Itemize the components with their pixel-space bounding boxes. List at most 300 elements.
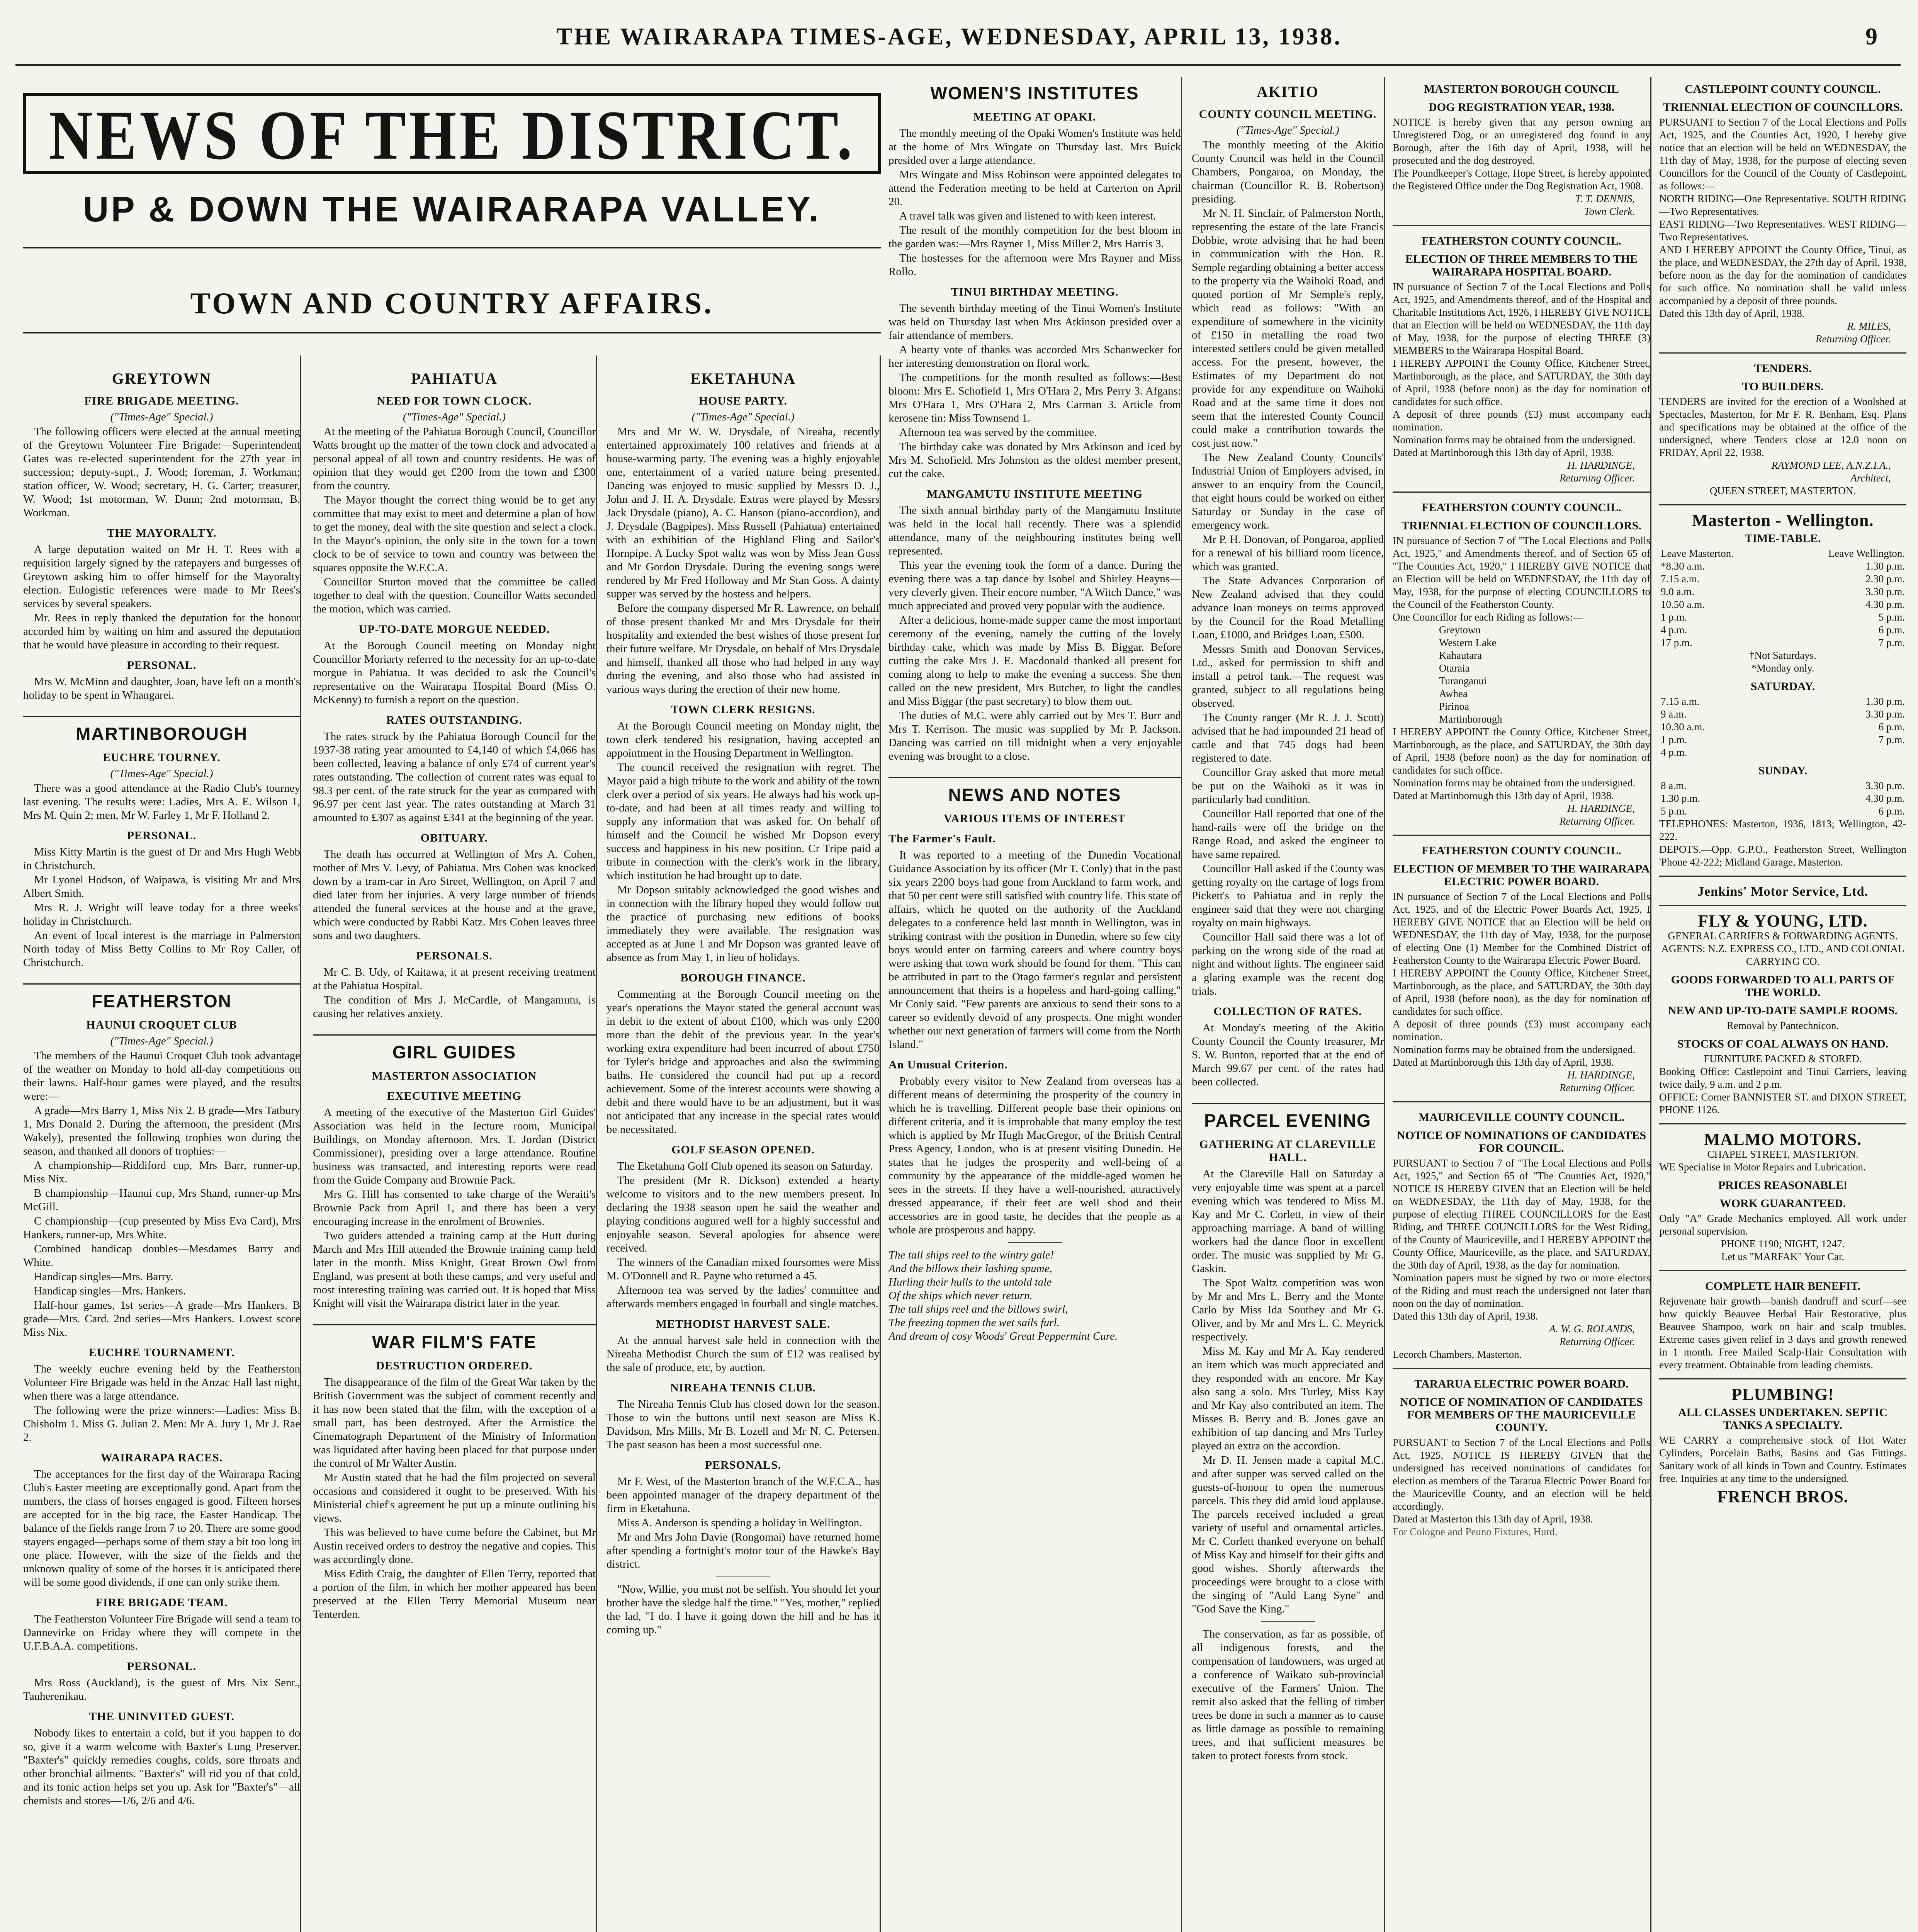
notice-text: NOTICE is hereby given that any person owning an Unregistered Dog, or an unregistered dog found in any Borough, after the 16th day of April, 1938, will be prosecuted and the dog destroyed. (1393, 116, 1650, 166)
poem-line: Hurling their hulls to the untold tale (888, 1276, 1052, 1288)
timetable-cell: 3.30 p.m. (1865, 586, 1905, 597)
ridings-list (1393, 624, 1650, 726)
article-text: Mr P. H. Donovan, of Pongaroa, applied for a renewal of his billiard room licence, which was granted. (1192, 533, 1384, 573)
article-text: Miss Kitty Martin is the guest of Dr and Mrs Hugh Webb in Christchurch. (23, 846, 300, 872)
article-text: The conservation, as far as possible, of all indigenous forests, and the compensation of landowners, was urged at a conference of Waikato sub-provincial executive of the Farmers' Union. The remit also asked that the felling of timber trees be done in such a manner as to cause as little damage as possible to remaining trees, and that sufficient measures be taken to protect forests from stock. (1192, 1628, 1384, 1762)
notice-text: PURSUANT to Section 7 of the Local Elections and Polls Act, 1925, NOTICE IS HEREBY GIVEN that the undersigned has received nominations of candidates for election as members of the Tararua Electric Power Board for the Mauriceville County, and an election will be held accordingly. (1393, 1437, 1650, 1512)
article-heading: TOWN CLERK RESIGNS. (671, 703, 815, 716)
notice-text: For Cologne and Peuno Fixtures, Hurd. (1393, 1526, 1558, 1537)
notice-heading: FEATHERSTON COUNTY COUNCIL. (1421, 501, 1622, 514)
notice-text: Dated this 13th day of April, 1938. (1659, 308, 1805, 319)
article-text: The winners of the Canadian mixed foursomes were Miss M. O'Donnell and R. Payne who returned a 45. (606, 1256, 880, 1282)
article-text: Messrs Smith and Donovan Services, Ltd., asked for permission to shift and install a petrol tank.—The request was granted, subject to all regulations being observed. (1192, 643, 1384, 709)
riding-item: Western Lake (1439, 637, 1497, 648)
article-text: The president (Mr R. Dickson) extended a hearty welcome to visitors and to the new members present. In declaring the 1938 season open he said the weather and playing conditions augured well for a highly successful and enjoyable season. Several apologies for absence were received. (606, 1174, 880, 1254)
district-heading: PAHIATUA (411, 370, 498, 387)
notice-text: I HEREBY APPOINT the County Office, Kitchener Street, Martinborough, as the place, and SATURDAY, the 30th day of April, 1938 (before noon), as the day for nomination of candidates for such office. (1393, 967, 1650, 1017)
banner-title: NEWS OF THE DISTRICT. (49, 96, 855, 175)
article-heading: The Farmer's Fault. (888, 832, 996, 845)
notice-heading: MAURICEVILLE COUNTY COUNCIL. (1418, 1111, 1625, 1124)
article-heading: PERSONALS. (705, 1459, 781, 1471)
riding-item: Awhea (1439, 688, 1468, 699)
article-text: The members of the Haunui Croquet Club took advantage of the weather on Monday to hold all-day competitions on their lawns. Half-hour games were played, and the results were:— (23, 1049, 300, 1102)
article-heading: PERSONAL. (127, 829, 197, 842)
ad-text: FURNITURE PACKED & STORED. (1704, 1053, 1862, 1065)
notice-signature: T. T. DENNIS, (1575, 193, 1635, 204)
timetable-cell: 5 p.m. (1661, 805, 1687, 817)
notice-signature: H. HARDINGE, (1567, 1069, 1635, 1081)
timetable-heading: SATURDAY. (1750, 680, 1815, 693)
riding-item: Turanganui (1439, 675, 1487, 687)
timetable-saturday (1659, 695, 1906, 759)
timetable-header-row (1659, 547, 1906, 560)
timetable-cell: 7 p.m. (1878, 734, 1905, 745)
article-text: There was a good attendance at the Radio Club's tourney last evening. The results were: Ladies, Mrs A. E. Wilson 1, Mrs M. Quin 2; men, Mr W. Farley 1, Mr F. Holland 2. (23, 782, 300, 821)
notice-heading: FEATHERSTON COUNTY COUNCIL. (1421, 235, 1622, 247)
article-text: Miss M. Kay and Mr A. Kay rendered an item which was much appreciated and they responded with an encore. Mr Kay also sang a solo. Mrs Turley, Miss Kay and Mr Kay also contributed an item. The Misses B. Berry and B. Jones gave an exhibition of tap dancing and Mrs Turley played an extra on the accordion. (1192, 1345, 1384, 1452)
timetable-row (1659, 573, 1906, 585)
timetable-note: †Not Saturdays. (1749, 650, 1816, 661)
article-heading: RATES OUTSTANDING. (386, 714, 522, 726)
timetable-cell: 9.0 a.m. (1661, 586, 1694, 597)
notice-signature-title: Returning Officer. (1560, 472, 1635, 484)
article-text: Mr N. H. Sinclair, of Palmerston North, representing the estate of the late Francis Dobbie, wrote advising that he had been in communication with the Hon. R. Semple regarding obtaining a better access to the property via the Waihoki Road, and quoted portion of Mr Semple's reply, which read as follows: "With an expenditure of somewhere in the vicinity of £150 in metalling the road two interested settlers could be given metalled access. For the present, however, the Estimates of my Department do not provide for any expenditure on Waihoki Road and at the same time it does not seem that the interested County Council could make a contribution towards the cost just now." (1192, 207, 1384, 449)
timetable-cell: 8 a.m. (1661, 780, 1687, 791)
timetable-row (1659, 560, 1906, 573)
ad-text: PHONE 1190; NIGHT, 1247. (1721, 1238, 1845, 1250)
timetable-cell: 6 p.m. (1878, 624, 1905, 636)
notice-text: Nomination forms may be obtained from the undersigned. (1393, 1044, 1636, 1055)
timetable-col-header: Leave Masterton. (1661, 548, 1734, 559)
ad-heading: COMPLETE HAIR BENEFIT. (1705, 1280, 1860, 1293)
timetable (1659, 547, 1906, 649)
timetable-cell: 1 p.m. (1661, 611, 1687, 623)
ad-text: OFFICE: Corner BANNISTER ST. and DIXON STREET, PHONE 1126. (1659, 1091, 1906, 1116)
riding-item: Kahautara (1439, 650, 1482, 661)
article-text: The rates struck by the Pahiatua Borough Council for the 1937-38 rating year amounted to £4,140 of which £4,066 has been collected, leaving a balance of only £74 of current year's rates outstanding. The collection of current rates was equal to 98.3 per cent. of the rate struck for the year as compared with 96.97 per cent last year. The rates outstanding at March 31 amounted to £307 as against £341 at the beginning of the year. (313, 730, 596, 824)
notice-subheading: NOTICE OF NOMINATIONS OF CANDIDATES FOR COUNCIL. (1396, 1129, 1646, 1155)
article-text: Councillor Hall said there was a lot of parking on the wrong side of the road at night and without lights. The engineer said a glaring example was the recent dog trials. (1192, 931, 1384, 997)
timetable-col-header: Leave Wellington. (1828, 548, 1905, 559)
notice-text: Nomination forms may be obtained from the undersigned. (1393, 777, 1636, 789)
timetable-cell: 17 p.m. (1661, 637, 1692, 648)
notice-signature-title: Returning Officer. (1560, 1336, 1635, 1347)
ad-heading: FLY & YOUNG, LTD. (1698, 912, 1868, 930)
article-text: Mr and Mrs John Davie (Rongomai) have returned home after spending a fortnight's motor tour of the Hawke's Bay district. (606, 1531, 880, 1570)
timetable-row (1659, 636, 1906, 649)
article-text: Combined handicap doubles—Mesdames Barry and White. (23, 1243, 300, 1269)
article-text: The sixth annual birthday party of the Mangamutu Institute was held in the local hall recently. There was a splendid attendance, many of the neighbouring institutes being well represented. (888, 504, 1181, 557)
timetable-row (1659, 708, 1906, 721)
article-text: At the Clareville Hall on Saturday a very enjoyable time was spent at a parcel evening which was tendered to Miss M. Kay and Mr C. Corlett, in view of their approaching marriage. A band of willing workers had the dance floor in excellent order. The music was supplied by Mr G. Gaskin. (1192, 1168, 1384, 1275)
timetable-heading: SUNDAY. (1758, 764, 1808, 777)
article-text: The New Zealand County Councils' Industrial Union of Employers advised, in answer to an enquiry from the Council, that eight hours could be worked on either Saturday or Sunday in the case of emergency work. (1192, 451, 1384, 531)
poem-line: And dream of cosy Woods' Great Peppermint Cure. (888, 1330, 1118, 1342)
article-heading: UP-TO-DATE MORGUE NEEDED. (358, 623, 550, 636)
article-text: A travel talk was given and listened to with keen interest. (899, 210, 1156, 222)
timetable-cell: 9 a.m. (1661, 708, 1687, 720)
article-heading: MANGAMUTU INSTITUTE MEETING (927, 488, 1143, 500)
timetable-row (1659, 695, 1906, 708)
ad-text: Removal by Pantechnicon. (1726, 1020, 1839, 1031)
notice-subheading: ELECTION OF THREE MEMBERS TO THE WAIRARAPA HOSPITAL BOARD. (1405, 253, 1638, 278)
column-6-notices (1393, 77, 1651, 1932)
notice-text: I HEREBY APPOINT the County Office, Kitchener Street, Martinborough, as the place, and SATURDAY, the 30th day of April, 1938 (before noon) as the day for nomination of candidates for such office. (1393, 357, 1650, 407)
notice-text: A deposit of three pounds (£3) must accompany each nomination. (1393, 1018, 1650, 1043)
notice-text: One Councillor for each Riding as follows:— (1393, 611, 1583, 623)
article-text: The County ranger (Mr R. J. J. Scott) advised that he had impounded 21 head of cattle and that 745 dogs had been registered to date. (1192, 711, 1384, 764)
ad-text: NEW AND UP-TO-DATE SAMPLE ROOMS. (1668, 1004, 1898, 1017)
notice-address: Lecorch Chambers, Masterton. (1393, 1349, 1522, 1360)
notice-signature-title: Returning Officer. (1560, 815, 1635, 827)
article-text: Councillor Hall asked if the County was getting royalty on the cartage of logs from Pickett's to Pahiatua and in reply the engineer said that they were not charging royalty on main highways. (1192, 862, 1384, 929)
timetable-cell: 10.50 a.m. (1661, 599, 1705, 610)
notice-text: PURSUANT to Section 7 of the Local Elections and Polls Act, 1925, and the Counties Act, 1920, I hereby give notice that an election will be held on WEDNESDAY, the 11th day of May, 1938, for the purpose of electing seven Councillors for the Council of the County of Castlepoint, as follows:— (1659, 116, 1906, 192)
notice-text: EAST RIDING—Two Representatives. WEST RIDING—Two Representatives. (1659, 218, 1906, 243)
notice-signature: H. HARDINGE, (1567, 803, 1635, 814)
riding-item: Pirinoa (1439, 701, 1469, 712)
article-text: Mrs Ross (Auckland), is the guest of Mrs Nix Senr., Tauherenikau. (23, 1677, 300, 1702)
article-text: The weekly euchre evening held by the Featherston Volunteer Fire Brigade was held in the Anzac Hall last night, when there was a large attendance. (23, 1363, 300, 1402)
timetable-cell: 10.30 a.m. (1661, 721, 1705, 733)
article-text: The following officers were elected at the annual meeting of the Greytown Volunteer Fire Brigade:—Superintendent Gates was re-elected superintendent for the 27th year in succession; deputy-supt., J. Wood; foreman, J. Workman; station officer, W. Wood; secretary, H. G. Carter; treasurer, W. Wood; 1st motorman, W. Dunn; 2nd motorman, B. Workman. (23, 425, 300, 519)
timetable-heading: TIME-TABLE. (1745, 532, 1821, 545)
timetable-cell: 6 p.m. (1878, 721, 1905, 733)
timetable-cell: 4.30 p.m. (1865, 599, 1905, 610)
timetable-sunday (1659, 779, 1906, 818)
poem-line: Of the ships which never return. (888, 1289, 1033, 1302)
ad-text: GOODS FORWARDED TO ALL PARTS OF THE WORLD. (1671, 973, 1895, 999)
filler-text: "Now, Willie, you must not be selfish. You should let your brother have the sledge half the time." "Yes, mother," replied the lad, "I do. I have it going down the hill and he has it coming up." (606, 1583, 880, 1636)
article-text: The Featherston Volunteer Fire Brigade will send a team to Dannevirke on Friday where they will compete in the U.F.B.A.A. competitions. (23, 1613, 300, 1652)
article-text: Before the company dispersed Mr R. Lawrence, on behalf of those present thanked Mr and Mrs Drysdale for their hospitality and extended the best wishes of those present for their future welfare. Mr Drysdale, on behalf of Mrs Drysdale and himself, thanked all those who had helped in any way during the evening, and also those who had assisted in various ways during the erection of their new home. (606, 602, 880, 696)
article-heading: FIRE BRIGADE MEETING. (84, 395, 239, 407)
timetable-row (1659, 624, 1906, 636)
article-heading: OBITUARY. (420, 832, 488, 844)
article-text: This was believed to have come before the Cabinet, but Mr Austin received orders to destroy the negative and copies. This was accordingly done. (313, 1526, 596, 1566)
notice-text: I HEREBY APPOINT the County Office, Kitchener Street, Martinborough, as the place, and SATURDAY, the 30th day of April, 1938 (before noon) as the day for nomination of candidates for such office. (1393, 726, 1650, 776)
article-text: Handicap singles—Mrs. Barry. (34, 1270, 173, 1283)
divider (1261, 1621, 1315, 1622)
section-heading: TOWN AND COUNTRY AFFAIRS. (190, 286, 714, 320)
ad-text: DEPOTS.—Opp. G.P.O., Featherston Street, Wellington 'Phone 42-222; Midland Garage, Masterton. (1659, 844, 1906, 868)
article-text: The acceptances for the first day of the Wairarapa Racing Club's Easter meeting are exceptionally good. Apart from the numbers, the class of horses engaged is good. Fifteen horses are accepted for in the big race, the Easter Handicap. The balance of the fields range from 7 to 20. There are some good stayers engaged—perhaps some of them stay a bit too long in one place. However, with the size of the fields and the unknown quality of some of the horses it is anticipated there will be some good dividends, if one can only strike them. (23, 1468, 300, 1588)
ad-text: TENDERS are invited for the erection of a Woolshed at Spectacles, Masterton, for Mr F. R. Benham, Esq. Plans and specifications may be obtained at the office of the undersigned, where Tenders close at 12.0 noon on FRIDAY, April 22, 1938. (1659, 396, 1906, 458)
column-3 (606, 355, 881, 1932)
timetable-row (1659, 721, 1906, 733)
poem-line: The tall ships reel to the wintry gale! (888, 1249, 1054, 1261)
column-2 (313, 355, 597, 1932)
article-text: The hostesses for the afternoon were Mrs Rayner and Miss Rollo. (888, 252, 1181, 278)
timetable-row (1659, 598, 1906, 611)
ad-heading: Masterton - Wellington. (1692, 511, 1874, 530)
ad-text: TELEPHONES: Masterton, 1936, 1813; Wellington, 42-222. (1659, 818, 1906, 842)
timetable-cell: 4.30 p.m. (1865, 793, 1905, 804)
notice-text: Nomination forms may be obtained from the undersigned. (1393, 434, 1636, 446)
byline: ("Times-Age" Special.) (691, 411, 795, 423)
article-heading: GATHERING AT CLAREVILLE HALL. (1199, 1138, 1376, 1164)
timetable-row (1659, 779, 1906, 792)
timetable-cell: 7.15 a.m. (1661, 696, 1700, 707)
article-heading: An Unusual Criterion. (888, 1058, 1008, 1071)
timetable-row (1659, 746, 1906, 759)
article-text: At Monday's meeting of the Akitio County Council the County treasurer, Mr S. W. Bunton, reported that at the end of March 99.67 per cent. of the rates had been collected. (1192, 1022, 1384, 1088)
article-heading: METHODIST HARVEST SALE. (656, 1318, 831, 1330)
article-text: Mr Lyonel Hodson, of Waipawa, is visiting Mr and Mrs Albert Smith. (23, 874, 300, 900)
notice-text: IN pursuance of Section 7 of the Local Elections and Polls Act, 1925, and Amendments thereof, and of the Hospital and Charitable Institutions Act, 1926, I HEREBY GIVE NOTICE that an Election will be held on WEDNESDAY, the 11th day of May, 1938, for the purpose of electing THREE (3) MEMBERS to the Wairarapa Hospital Board. (1393, 281, 1650, 356)
timetable-cell: 1.30 p.m. (1865, 560, 1905, 572)
article-heading: NIREAHA TENNIS CLUB. (670, 1381, 816, 1394)
ad-heading: PLUMBING! (1731, 1385, 1834, 1404)
timetable-row (1659, 585, 1906, 598)
poem-line: The tall ships reel and the billows swirl, (888, 1303, 1068, 1315)
article-text: A large deputation waited on Mr H. T. Rees with a requisition largely signed by the ratepayers and burgesses of Greytown asking him to offer himself for the Mayoralty election. Eulogistic references were made to Mr Rees's services by several speakers. (23, 543, 300, 610)
timetable-cell: 2.30 p.m. (1865, 573, 1905, 585)
notice-signature: A. W. G. ROLANDS, (1549, 1323, 1635, 1335)
masthead (15, 19, 1901, 66)
article-text: Mr C. B. Udy, of Kaitawa, it at present receiving treatment at the Pahiatua Hospital. (313, 966, 596, 992)
notice-signature-title: Returning Officer. (1816, 333, 1891, 345)
article-text: Mrs and Mr W. W. Drysdale, of Nireaha, recently entertained approximately 100 relatives and friends at a house-warming party. The evening was a highly enjoyable one, entertainment of a varied nature being presented. Dancing was enjoyed to music supplied by Messrs D. J., John and J. H. A. Drysdale. Extras were played by Messrs Jack Drysdale (piano), A. C. Hanson (piano-accordion), and J. Drysdale (Bagpipes). Miss Russell (Pahiatua) entertained with an exhibition of the Highland Fling and Sailor's Hornpipe. A Lucky Spot waltz was won by Miss Jean Goss and Mr Gordon Drysdale. During the evening songs were rendered by Mr Fred Holloway and Mr Stan Goss. A dainty supper was served by the hostess and helpers. (606, 425, 880, 600)
column-1 (23, 355, 301, 1932)
article-text: The monthly meeting of the Akitio County Council was held in the Council Chambers, Pongaroa, on Monday, the chairman (Councillor R. B. Robertson) presiding. (1192, 139, 1384, 205)
ad-subheading: ALL CLASSES UNDERTAKEN. SEPTIC TANKS A SPECIALTY. (1678, 1406, 1887, 1432)
timetable-cell: 4 p.m. (1661, 747, 1687, 758)
timetable-note: *Monday only. (1751, 662, 1814, 674)
timetable-cell: 1.30 p.m. (1661, 793, 1701, 804)
timetable-cell (1789, 746, 1906, 759)
article-text: Mrs G. Hill has consented to take charge of the Weraiti's Brownie Pack from April 1, and there has been a very encouraging increase in the enrolment of Brownies. (313, 1188, 596, 1228)
district-heading: MARTINBOROUGH (23, 716, 300, 744)
article-heading: NEED FOR TOWN CLOCK. (377, 395, 532, 407)
timetable-cell: 1 p.m. (1661, 734, 1687, 745)
article-heading: COLLECTION OF RATES. (1213, 1005, 1362, 1018)
notice-subheading: TRIENNIAL ELECTION OF COUNCILLORS. (1663, 101, 1903, 114)
riding-item: Greytown (1439, 624, 1481, 636)
article-heading: PERSONALS. (416, 949, 493, 962)
notice-text: IN pursuance of Section 7 of the Local Elections and Polls Act, 1925, and of the Electric Power Boards Act, 1925, I HEREBY GIVE NOTICE that an Election will be held on WEDNESDAY, the 11th day of May, 1938, for the purpose of electing One (1) Member for the Combined District of Featherston County to the Wairarapa Electric Power Board. (1393, 891, 1650, 966)
article-text: Councillor Sturton moved that the committee be called together to deal with the question. Councillor Watts seconded the motion, which was carried. (313, 576, 596, 615)
riding-item: Otaraia (1439, 662, 1470, 674)
article-heading: VARIOUS ITEMS OF INTEREST (944, 812, 1126, 825)
article-text: The monthly meeting of the Opaki Women's Institute was held at the home of Mrs Wingate on Thursday last. Mrs Buick presided over a large attendance. (888, 127, 1181, 167)
ad-text: Only "A" Grade Mechanics employed. All work under personal supervision. (1659, 1213, 1906, 1237)
ad-address: QUEEN STREET, MASTERTON. (1709, 485, 1856, 497)
notice-subheading: DOG REGISTRATION YEAR, 1938. (1429, 101, 1614, 114)
article-text: After a delicious, home-made supper came the most important ceremony of the evening, namely the cutting of the lovely birthday cake, which was made by Miss B. Biggar. Before cutting the cake Mrs J. E. Macdonald thanked all present for coming along to help to make the evening a success. She then called on the new president, Mrs Butcher, to light the candles and Miss Biggar (the past secretary) to blow them out. (888, 614, 1181, 707)
byline: ("Times-Age" Special.) (110, 1035, 213, 1047)
article-text: The Eketahuna Golf Club opened its season on Saturday. (617, 1160, 873, 1172)
ad-text: WE Specialise in Motor Repairs and Lubrication. (1659, 1161, 1866, 1173)
article-text: Probably every visitor to New Zealand from overseas has a different means of determining the prosperity of the country in which he is travelling. Different people base their opinions on different criteria, and it is improbable that many employ the test which is applied by Mr Hugh MacGregor, of the British Central Press Agency, London, who is at present visiting Dunedin. He states that he judges the prosperity and well-being of a community by the appearance of the middle-aged women he sees in the streets. If they have a well-nourished, attractively dressed appearance, if their feet are well shod and their accessories are in good taste, he decides that the people as a whole are prosperous and happy. (888, 1075, 1181, 1236)
ad-text: Rejuvenate hair growth—banish dandruff and scurf—see how quickly Beauvee Herbal Hair Restorative, plus Beauvee Shampoo, work on hair and scalp troubles. Extreme cases given relief in 3 days and growth renewed in 1 month. Free Mailed Scalp-Hair Consultation with every treatment. Obtainable from leading chemists. (1659, 1295, 1906, 1371)
ad-text: STOCKS OF COAL ALWAYS ON HAND. (1677, 1037, 1889, 1050)
ad-signature: RAYMOND LEE, A.N.Z.I.A., (1771, 459, 1891, 471)
article-text: Mr. Rees in reply thanked the deputation for the honour accorded him by waiting on him and assured the deputation that he would have pleasure in according to their request. (23, 612, 300, 651)
district-heading: AKITIO (1257, 83, 1319, 100)
notice-text: A deposit of three pounds (£3) must accompany each nomination. (1393, 408, 1650, 433)
page-number: 9 (1865, 24, 1877, 50)
timetable-row (1659, 733, 1906, 746)
article-text: At the Borough Council meeting on Monday night, the town clerk tendered his resignation, having accepted an appointment in the Housing Department in Wellington. (606, 720, 880, 759)
article-text: A championship—Riddiford cup, Mrs Barr, runner-up, Miss Nix. (23, 1159, 300, 1185)
advertisement-text: Nobody likes to entertain a cold, but if you happen to do so, give it a warm welcome with Baxter's Lung Preserver. "Baxter's" quickly remedies coughs, colds, sore throats and other bronchial ailments. "Baxter's" will rid you of that cold, and its tonic action helps set you up. Ask for "Baxter's"—all chemists and stores—1/6, 2/6 and 4/6. (23, 1727, 300, 1807)
article-text: A meeting of the executive of the Masterton Girl Guides' Association was held in the lecture room, Municipal Buildings, on Monday afternoon. Mrs. T. Jordan (District Commissioner), presiding over a large attendance. Routine business was transacted, and interesting reports were read from the Guide Company and Brownie Pack. (313, 1106, 596, 1186)
section-heading: GIRL GUIDES (313, 1034, 596, 1063)
timetable-row (1659, 611, 1906, 624)
notice-text: Nomination papers must be signed by two or more electors of the Riding and must reach the undersigned not later than noon on the day of nomination. (1393, 1272, 1650, 1309)
ad-text: GENERAL CARRIERS & FORWARDING AGENTS. (1668, 930, 1898, 942)
article-text: The birthday cake was donated by Mrs Atkinson and iced by Mrs M. Schofield. Mrs Johnston as the oldest member present, cut the cake. (888, 440, 1181, 480)
article-text: A hearty vote of thanks was accorded Mrs Schanwecker for her interesting demonstration on floral work. (888, 344, 1181, 369)
timetable-cell: 4 p.m. (1661, 624, 1687, 636)
ad-text: Let us "MARFAK" Your Car. (1721, 1251, 1845, 1262)
column-7-advertisements (1659, 77, 1906, 1932)
article-heading: TINUI BIRTHDAY MEETING. (951, 286, 1119, 298)
notice-text: Dated at Martinborough this 13th day of April, 1938. (1393, 790, 1614, 801)
article-text: A grade—Mrs Barry 1, Miss Nix 2. B grade—Mrs Tatbury 1, Mrs Donald 2. During the afternoon, the president (Mrs Wakely), presented the following trophies won during the season, and thanked all donors of trophies:— (23, 1104, 300, 1157)
timetable-cell: 3.30 p.m. (1865, 780, 1905, 791)
byline: ("Times-Age" Special.) (403, 411, 506, 423)
article-heading: HOUSE PARTY. (698, 395, 788, 407)
notice-heading: CASTLEPOINT COUNTY COUNCIL. (1685, 83, 1881, 95)
divider (1008, 1242, 1062, 1243)
article-text: The Mayor thought the correct thing would be to get any committee that may exist to meet and determine a plan of how to get the money, deal with the site question and select a clock. In the Mayor's opinion, the only site in the town for a town clock to be of service to town and country was between the squares opposite the W.F.C.A. (313, 494, 596, 574)
article-text: Mr Austin stated that he had the film projected on several occasions and considered it ought to be preserved. With his Ministerial chief's agreement he put up a minute outlining his views. (313, 1471, 596, 1524)
notice-heading: TARARUA ELECTRIC POWER BOARD. (1414, 1378, 1629, 1390)
poem (888, 1248, 1181, 1343)
ad-text: Booking Office: Castlepoint and Tinui Carriers, leaving twice daily, 9 a.m. and 2 p.m. (1659, 1066, 1906, 1090)
article-heading: MASTERTON ASSOCIATION (372, 1070, 537, 1082)
ad-text: PRICES REASONABLE! (1718, 1179, 1848, 1192)
notice-heading: MASTERTON BOROUGH COUNCIL (1424, 83, 1619, 95)
byline: ("Times-Age" Special.) (1236, 124, 1339, 136)
article-heading: COUNTY COUNCIL MEETING. (1199, 108, 1377, 121)
article-text: The competitions for the month resulted as follows:—Best bloom: Mrs E. Schofield 1, Mrs O'Hara 2, Mrs Perry 3. Afgans: Mrs O'Hara 1, Mrs O'Hara 2, Mrs Carman 3. Article from kerosene tin: Miss Townsend 1. (888, 371, 1181, 424)
article-heading: EUCHRE TOURNEY. (103, 751, 221, 764)
notice-text: IN pursuance of Section 7 of "The Local Elections and Polls Act, 1925," and Amendments thereof, and of Section 65 of "The Counties Act, 1920," I HEREBY GIVE NOTICE that an Election will be held on WEDNESDAY, the 11th day of May, 1938, for the purpose of electing COUNCILLORS to the Council of the Featherston County. (1393, 535, 1650, 610)
article-text: The disappearance of the film of the Great War taken by the British Government was the subject of comment recently and it has now been stated that the film, with the exception of a small part, has been destroyed. After the Armistice the Cinematograph Department of the Ministry of Information was liquidated after having been placed for that purpose under the control of Mr Walter Austin. (313, 1376, 596, 1469)
article-text: The death has occurred at Wellington of Mrs A. Cohen, mother of Mrs V. Levy, of Pahiatua. Mrs Cohen was knocked down by a tram-car in Aro Street, Wellington, on April 7 and died later from her injuries. A very large number of friends attended the funeral services at the house and at the grave, which were conducted by Rabbi Katz. Mrs Cohen leaves three sons and two daughters. (313, 848, 596, 942)
article-text: The following were the prize winners:—Ladies: Miss B. Chisholm 1. Miss G. Julian 2. Men: Mr A. Jury 1, Mr J. Rae 2. (23, 1404, 300, 1444)
notice-subheading: ELECTION OF MEMBER TO THE WAIRARAPA ELECTRIC POWER BOARD. (1393, 862, 1650, 888)
district-heading: EKETAHUNA (690, 370, 796, 387)
article-text: Two guiders attended a training camp at the Hutt during March and Mrs Hill attended the Brownie training camp held later in the month. Miss Knight, Great Brown Owl from England, was present at both these camps, and very useful and most interesting training was carried out. It is hoped that Miss Knight will visit the Wairarapa district later in the year. (313, 1230, 596, 1310)
article-heading: EUCHRE TOURNAMENT. (88, 1346, 235, 1359)
ad-signature: Architect, (1850, 472, 1891, 484)
article-text: Afternoon tea was served by the committee. (899, 426, 1097, 439)
notice-subheading: TRIENNIAL ELECTION OF COUNCILLORS. (1402, 519, 1641, 532)
timetable-cell: 3.30 p.m. (1865, 708, 1905, 720)
article-text: It was reported to a meeting of the Dunedin Vocational Guidance Association by its officer (Mr T. Conly) that in the past six years 2200 boys had gone from Auckland to farm work, and that 50 per cent were still satisfied with country life. This state of affairs, which he quoted on the authority of the Auckland delegates to a conference held last month in Wellington, was in striking contrast with the position in Dunedin, where so few city boys would enter on farming careers and where country boys were asking that town work should be found for them. "This can be attributed in part to the Otago farmer's regular and persistent announcement that theirs is a hopeless and hard-going calling," Mr Conly said. "Few parents are anxious to send their sons to a career so evidently devoid of any prospects. One might wonder whether our next generation of farmers will come from the North Island." (888, 849, 1181, 1051)
timetable-cell: 5 p.m. (1878, 611, 1905, 623)
article-text: Mrs W. McMinn and daughter, Joan, have left on a month's holiday to be spent in Whangarei. (23, 675, 300, 701)
article-text: The State Advances Corporation of New Zealand advised that they could advance loan moneys on terms approved by the Council for the Road Metalling Loan, £1000, and Bridges Loan, £500. (1192, 575, 1384, 641)
article-text: Councillor Gray asked that more metal be put on the Waihoki as it was in particularly bad condition. (1192, 766, 1384, 806)
ad-subheading: TO BUILDERS. (1742, 380, 1824, 393)
notice-signature-title: Returning Officer. (1560, 1082, 1635, 1094)
timetable-cell: 7.15 a.m. (1661, 573, 1700, 585)
article-heading: THE MAYORALTY. (107, 527, 217, 539)
ad-text: WORK GUARANTEED. (1719, 1197, 1846, 1210)
article-heading: THE UNINVITED GUEST. (88, 1710, 235, 1723)
notice-heading: FEATHERSTON COUNTY COUNCIL. (1421, 844, 1622, 857)
ad-text: AGENTS: N.Z. EXPRESS CO., LTD., AND COLONIAL CARRYING CO. (1661, 943, 1904, 967)
article-text: The condition of Mrs J. McCardle, of Mangamutu, is causing her relatives anxiety. (313, 994, 596, 1020)
article-heading: PERSONAL. (127, 1660, 197, 1673)
notice-signature: H. HARDINGE, (1567, 459, 1635, 471)
article-text: Handicap singles—Mrs. Hankers. (34, 1285, 186, 1297)
timetable-row (1659, 792, 1906, 805)
article-text: B championship—Haunui cup, Mrs Shand, runner-up Mrs McGill. (23, 1187, 300, 1213)
article-text: Miss Edith Craig, the daughter of Ellen Terry, reported that a portion of the film, in which her mother appeared has been preserved at the Ellen Terry Memorial Museum near Tenterden. (313, 1568, 596, 1621)
article-heading: DESTRUCTION ORDERED. (376, 1359, 533, 1372)
article-text: Mr D. H. Jensen made a capital M.C. and after supper was served called on the guests-of-honour to open the numerous parcels. This they did amid loud applause. The parcels received included a great variety of useful and ornamental articles. Mr C. Corlett thanked everyone on behalf of Miss Kay and himself for their gifts and good wishes. Shortly afterwards the proceedings were brought to a close with the singing of "Auld Lang Syne" and "God Save the King." (1192, 1454, 1384, 1615)
section-heading: NEWS AND NOTES (888, 777, 1181, 805)
ad-text: WE CARRY a comprehensive stock of Hot Water Cylinders, Porcelain Baths, Basins and Gas Fittings. Sanitary work of all kinds in Town and Country. Estimates free. Inquiries at any time to the undersigned. (1659, 1434, 1906, 1484)
ad-heading: MALMO MOTORS. (1704, 1130, 1862, 1149)
article-text: The seventh birthday meeting of the Tinui Women's Institute was held on Thursday last when Mrs Atkinson presided over a fair attendance of members. (888, 302, 1181, 342)
article-text: This year the evening took the form of a dance. During the evening there was a tap dance by Isobel and Shirley Heayns—very cleverly given. Their encore number, "A Witch Dance," was much appreciated and proved very popular with the audience. (888, 559, 1181, 612)
banner (23, 89, 881, 251)
article-heading: EXECUTIVE MEETING (387, 1090, 522, 1102)
article-text: The result of the monthly competition for the best bloom in the garden was:—Mrs Rayner 1, Miss Miller 2, Mrs Harris 3. (888, 224, 1181, 250)
column-5 (1192, 77, 1385, 1932)
banner-rule (23, 247, 881, 248)
banner-subtitle: UP & DOWN THE WAIRARAPA VALLEY. (83, 190, 821, 229)
article-text: At the annual harvest sale held in connection with the Nireaha Methodist Church the sum of £12 was realised by the sale of produce, etc, by auction. (606, 1334, 880, 1374)
section-heading: PARCEL EVENING (1192, 1103, 1384, 1131)
timetable-row (1659, 805, 1906, 818)
article-text: Mrs Wingate and Miss Robinson were appointed delegates to attend the Federation meeting to be held at Carterton on April 20. (888, 168, 1181, 208)
timetable-cell: *8.30 a.m. (1661, 560, 1705, 572)
notice-subheading: NOTICE OF NOMINATION OF CANDIDATES FOR MEMBERS OF THE MAURICEVILLE COUNTY. (1400, 1396, 1643, 1434)
article-heading: PERSONAL. (127, 659, 197, 672)
section-rule (23, 332, 881, 333)
article-text: An event of local interest is the marriage in Palmerston North today of Miss Betty Collins to Mr Roy Caller, of Christchurch. (23, 929, 300, 969)
riding-item: Martinborough (1439, 713, 1502, 725)
article-heading: GOLF SEASON OPENED. (671, 1143, 815, 1156)
timetable-cell: 7 p.m. (1878, 637, 1905, 648)
notice-text: Dated at Martinborough this 13th day of April, 1938. (1393, 447, 1614, 458)
article-heading: MEETING AT OPAKI. (973, 111, 1096, 123)
notice-text: PURSUANT to Section 7 of "The Local Elections and Polls Act, 1925," and Section 65 of "The Counties Act, 1920," NOTICE IS HEREBY GIVEN that an Election will be held on WEDNESDAY, the 11th day of May, 1938, for the purpose of electing THREE COUNCILLORS for the East Riding, and THREE COUNCILLORS for the West Riding, of the County of Mauriceville, and I HEREBY APPOINT the County Office, Mauriceville, as the place, and SATURDAY, the 30th day of April, 1938, as the day for nomination. (1393, 1157, 1650, 1271)
notice-text: Dated at Martinborough this 13th day of April, 1938. (1393, 1056, 1614, 1068)
article-text: Councillor Hall reported that one of the hand-rails were off the bridge on the Range Road, and asked the engineer to have same repaired. (1192, 808, 1384, 861)
byline: ("Times-Age" Special.) (110, 767, 213, 780)
article-text: The council received the resignation with regret. The Mayor paid a high tribute to the work and ability of the town clerk over a period of six years. He always had his work up-to-date, and had been at all times ready and willing to supply any information that was asked for. On behalf of himself and the Council he wished Mr Dopson every success and happiness in his new position. Cr Tripe paid a tribute in connection with the clerk's work in the library, which institution he had brought up to date. (606, 761, 880, 882)
article-text: C championship—(cup presented by Miss Eva Card), Mrs Hankers, runner-up, Mrs White. (23, 1215, 300, 1241)
article-text: At the meeting of the Pahiatua Borough Council, Councillor Watts brought up the matter of the town clock and advocated a personal appeal of all town and country residents. He was of opinion that they would get £200 from the town and £300 from the country. (313, 425, 596, 492)
notice-text: Dated at Masterton this 13th day of April, 1938. (1393, 1513, 1593, 1525)
article-text: The Spot Waltz competition was won by Mr and Mrs L. Berry and the Monte Carlo by Miss Ida Southey and Mr G. Oliver, and by Mr and Mrs L. C. Meyrick respectively. (1192, 1277, 1384, 1343)
notice-text: NORTH RIDING—One Representative. SOUTH RIDING—Two Representatives. (1659, 193, 1906, 217)
section-heading: WAR FILM'S FATE (313, 1324, 596, 1352)
notice-signature: R. MILES, (1847, 320, 1891, 332)
article-heading: WAIRARAPA RACES. (100, 1451, 223, 1464)
article-text: Mr F. West, of the Masterton branch of the W.F.C.A., has been appointed manager of the drapery department of the firm in Eketahuna. (606, 1475, 880, 1515)
ad-address: CHAPEL STREET, MASTERTON. (1707, 1148, 1859, 1160)
article-text: Miss A. Anderson is spending a holiday in Wellington. (617, 1517, 862, 1529)
article-text: Mr Dopson suitably acknowledged the good wishes and in connection with the library hoped they would follow out the practice of purchasing new editions of books immediately they were available. The resignation was accepted as at June 1 and Mr Dopson was granted leave of absence as from May 1, in lieu of holidays. (606, 884, 880, 964)
notice-signature-title: Town Clerk. (1584, 206, 1635, 217)
timetable-cell: 6 p.m. (1878, 805, 1905, 817)
article-text: At the Borough Council meeting on Monday night Councillor Moriarty referred to the necessity for an up-to-date morgue in Pahiatua. It was decided to ask the Council's representative on the Wairarapa Hospital Board (Miss O. McKenny) to furnish a report on the question. (313, 639, 596, 706)
column-4 (888, 77, 1182, 1932)
poem-line: The freezing topmen the wet sails furl. (888, 1316, 1060, 1329)
article-heading: BOROUGH FINANCE. (680, 971, 806, 984)
district-heading: FEATHERSTON (23, 983, 300, 1012)
